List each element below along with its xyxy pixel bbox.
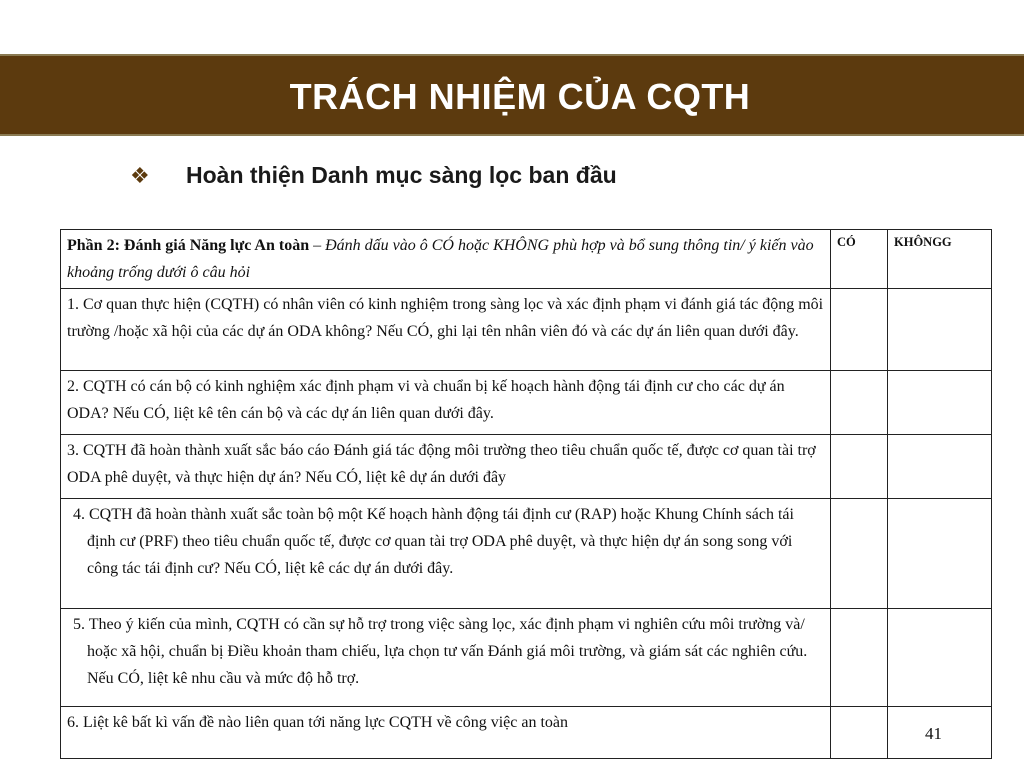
diamond-bullet-icon: ❖: [130, 162, 150, 188]
page-number: 41: [925, 724, 942, 743]
yes-checkbox-3[interactable]: [831, 435, 888, 499]
table-row: [61, 499, 992, 609]
yes-checkbox-4[interactable]: [831, 499, 888, 609]
checklist-table: [60, 229, 992, 759]
slide-title: TRÁCH NHIỆM CỦA CQTH: [289, 76, 751, 117]
table-row: [61, 609, 992, 707]
question-1: 1. Cơ quan thực hiện (CQTH) có nhân viên có kinh nghiệm trong sàng lọc và xác định phạm vi đánh giá tác động môi trường /hoặc xã hội của các dự án ODA không? Nếu CÓ, ghi lại tên nhân viên đó và các dự án liên quan dưới đây.: [61, 289, 831, 371]
yes-checkbox-5[interactable]: [831, 609, 888, 707]
subtitle-row: [130, 162, 617, 189]
table-row: [61, 435, 992, 499]
question-3: 3. CQTH đã hoàn thành xuất sắc báo cáo Đánh giá tác động môi trường theo tiêu chuẩn quốc tế, được cơ quan tài trợ ODA phê duyệt, và thực hiện dự án? Nếu CÓ, liệt kê dự án dưới đây: [61, 435, 831, 499]
question-2: 2. CQTH có cán bộ có kinh nghiệm xác định phạm vi và chuẩn bị kế hoạch hành động tái định cư cho các dự án ODA? Nếu CÓ, liệt kê tên cán bộ và các dự án liên quan dưới đây.: [61, 371, 831, 435]
subtitle-text: Hoàn thiện Danh mục sàng lọc ban đầu: [186, 162, 617, 188]
header-italic-text: Đánh dấu vào ô CÓ hoặc KHÔNG phù hợp và bổ sung thông tin/ ý kiến vào khoảng trống dưới ô câu hỏi: [67, 237, 814, 281]
question-4: [61, 499, 831, 609]
question-5: [61, 609, 831, 707]
title-bar: [0, 54, 1024, 136]
header-cell: [61, 230, 831, 289]
header-dash: –: [309, 237, 326, 254]
table-row: [61, 707, 992, 759]
header-bold-text: Phần 2: Đánh giá Năng lực An toàn: [67, 237, 310, 254]
no-checkbox-2[interactable]: [888, 371, 992, 435]
no-checkbox-3[interactable]: [888, 435, 992, 499]
question-6: 6. Liệt kê bất kì vấn đề nào liên quan tới năng lực CQTH về công việc an toàn: [61, 707, 831, 759]
column-yes-header: CÓ: [831, 230, 888, 289]
yes-checkbox-2[interactable]: [831, 371, 888, 435]
yes-checkbox-6[interactable]: [831, 707, 888, 759]
table-row: [61, 371, 992, 435]
no-checkbox-1[interactable]: [888, 289, 992, 371]
no-checkbox-5[interactable]: [888, 609, 992, 707]
table-row: [61, 289, 992, 371]
question-4-text: 4. CQTH đã hoàn thành xuất sắc toàn bộ một Kế hoạch hành động tái định cư (RAP) hoặc Khung Chính sách tái định cư (PRF) theo tiêu chuẩn quốc tế, được cơ quan tài trợ ODA phê duyệt, và thực hiện dự án song song với công tác tái định cư? Nếu CÓ, liệt kê các dự án dưới đây.: [73, 506, 794, 577]
no-checkbox-4[interactable]: [888, 499, 992, 609]
question-5-text: 5. Theo ý kiến của mình, CQTH có cần sự hỗ trợ trong việc sàng lọc, xác định phạm vi nghiên cứu môi trường và/ hoặc xã hội, chuẩn bị Điều khoản tham chiếu, lựa chọn tư vấn Đánh giá môi trường, và giám sát các nghiên cứu. Nếu CÓ, liệt kê nhu cầu và mức độ hỗ trợ.: [73, 616, 808, 687]
column-no-header: KHÔNGG: [888, 230, 992, 289]
yes-checkbox-1[interactable]: [831, 289, 888, 371]
table-header-row: [61, 230, 992, 289]
